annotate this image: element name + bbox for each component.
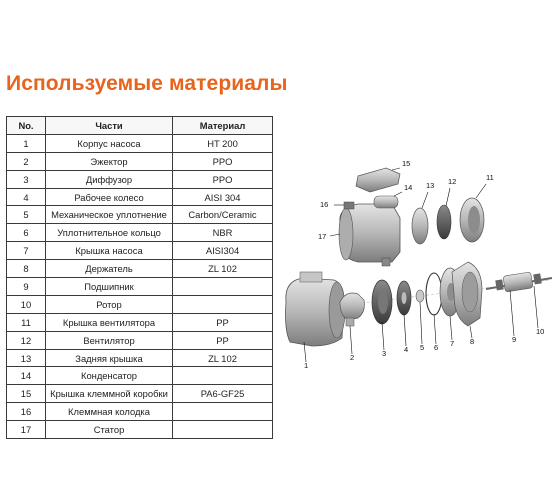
cell-material: ZL 102 — [173, 260, 273, 278]
table-row — [7, 331, 273, 349]
cell-no: 13 — [7, 349, 46, 367]
part-stator — [339, 204, 400, 262]
table-row — [7, 260, 273, 278]
part-pump-body — [286, 272, 346, 346]
cell-material: PP — [173, 313, 273, 331]
cell-no: 6 — [7, 224, 46, 242]
cell-material: AISI 304 — [173, 188, 273, 206]
materials-table — [6, 116, 273, 439]
column-header-part: Части — [46, 117, 173, 135]
column-header-material: Материал — [173, 117, 273, 135]
table-row — [7, 313, 273, 331]
table-row — [7, 170, 273, 188]
table-row — [7, 242, 273, 260]
part-terminal-block — [344, 202, 354, 209]
cell-no: 14 — [7, 367, 46, 385]
cell-material: NBR — [173, 224, 273, 242]
cell-part: Корпус насоса — [46, 134, 173, 152]
cell-part: Подшипник — [46, 278, 173, 296]
part-capacitor — [374, 196, 398, 208]
cell-no: 2 — [7, 152, 46, 170]
table-row — [7, 385, 273, 403]
cell-material: PPO — [173, 152, 273, 170]
cell-no: 16 — [7, 403, 46, 421]
diagram-label-5: 5 — [420, 343, 425, 352]
cell-material: HT 200 — [173, 134, 273, 152]
cell-no: 5 — [7, 206, 46, 224]
cell-no: 12 — [7, 331, 46, 349]
cell-part: Статор — [46, 421, 173, 439]
cell-part: Задняя крышка — [46, 349, 173, 367]
part-fan-cover — [460, 198, 484, 242]
cell-material — [173, 421, 273, 439]
cell-no: 7 — [7, 242, 46, 260]
cell-material: PP — [173, 331, 273, 349]
cell-material: AISI304 — [173, 242, 273, 260]
table-row — [7, 278, 273, 296]
part-fan — [437, 205, 451, 239]
cell-no: 8 — [7, 260, 46, 278]
cell-part: Крышка вентилятора — [46, 313, 173, 331]
part-rear-cover — [412, 208, 428, 244]
diagram-label-4: 4 — [404, 345, 409, 354]
diagram-label-15: 15 — [402, 159, 411, 168]
part-terminal-box-cover — [356, 168, 400, 192]
cell-no: 4 — [7, 188, 46, 206]
diagram-label-11: 11 — [486, 173, 494, 182]
cell-no: 3 — [7, 170, 46, 188]
cell-part: Уплотнительное кольцо — [46, 224, 173, 242]
diagram-label-14: 14 — [404, 183, 413, 192]
cell-material: Carbon/Ceramic — [173, 206, 273, 224]
page-title: Используемые материалы — [6, 72, 288, 95]
diagram-label-10: 10 — [536, 327, 545, 336]
table-row — [7, 295, 273, 313]
diagram-label-8: 8 — [470, 337, 475, 346]
cell-part: Вентилятор — [46, 331, 173, 349]
cell-part: Конденсатор — [46, 367, 173, 385]
cell-part: Эжектор — [46, 152, 173, 170]
cell-part: Механическое уплотнение — [46, 206, 173, 224]
part-mechanical-seal — [416, 290, 424, 302]
table-row — [7, 134, 273, 152]
cell-part: Рабочее колесо — [46, 188, 173, 206]
cell-material: ZL 102 — [173, 349, 273, 367]
cell-part: Диффузор — [46, 170, 173, 188]
table-header-row — [7, 117, 273, 135]
part-diffuser — [372, 280, 392, 324]
cell-part: Крышка клеммной коробки — [46, 385, 173, 403]
table-row — [7, 367, 273, 385]
cell-material — [173, 278, 273, 296]
diagram-label-13: 13 — [426, 181, 435, 190]
diagram-label-1: 1 — [304, 361, 309, 370]
cell-no: 10 — [7, 295, 46, 313]
diagram-label-7: 7 — [450, 339, 455, 348]
part-impeller — [397, 281, 411, 315]
cell-part: Ротор — [46, 295, 173, 313]
diagram-label-9: 9 — [512, 335, 517, 344]
pump-exploded-diagram — [282, 150, 558, 380]
table-row — [7, 349, 273, 367]
cell-material — [173, 403, 273, 421]
cell-no: 1 — [7, 134, 46, 152]
cell-material: PPO — [173, 170, 273, 188]
part-bracket — [452, 262, 482, 326]
diagram-label-17: 17 — [318, 232, 327, 241]
cell-no: 11 — [7, 313, 46, 331]
diagram-label-2: 2 — [350, 353, 355, 362]
table-row — [7, 421, 273, 439]
cell-material: PA6-GF25 — [173, 385, 273, 403]
cell-part: Крышка насоса — [46, 242, 173, 260]
cell-no: 15 — [7, 385, 46, 403]
diagram-label-3: 3 — [382, 349, 387, 358]
table-row — [7, 188, 273, 206]
table-row — [7, 403, 273, 421]
cell-part: Клеммная колодка — [46, 403, 173, 421]
table-row — [7, 224, 273, 242]
diagram-label-12: 12 — [448, 177, 457, 186]
cell-no: 9 — [7, 278, 46, 296]
table-row — [7, 206, 273, 224]
diagram-label-16: 16 — [320, 200, 329, 209]
part-rotor — [486, 272, 552, 292]
cell-material — [173, 295, 273, 313]
table-row — [7, 152, 273, 170]
cell-part: Держатель — [46, 260, 173, 278]
cell-no: 17 — [7, 421, 46, 439]
cell-material — [173, 367, 273, 385]
column-header-no: No. — [7, 117, 46, 135]
diagram-label-6: 6 — [434, 343, 439, 352]
